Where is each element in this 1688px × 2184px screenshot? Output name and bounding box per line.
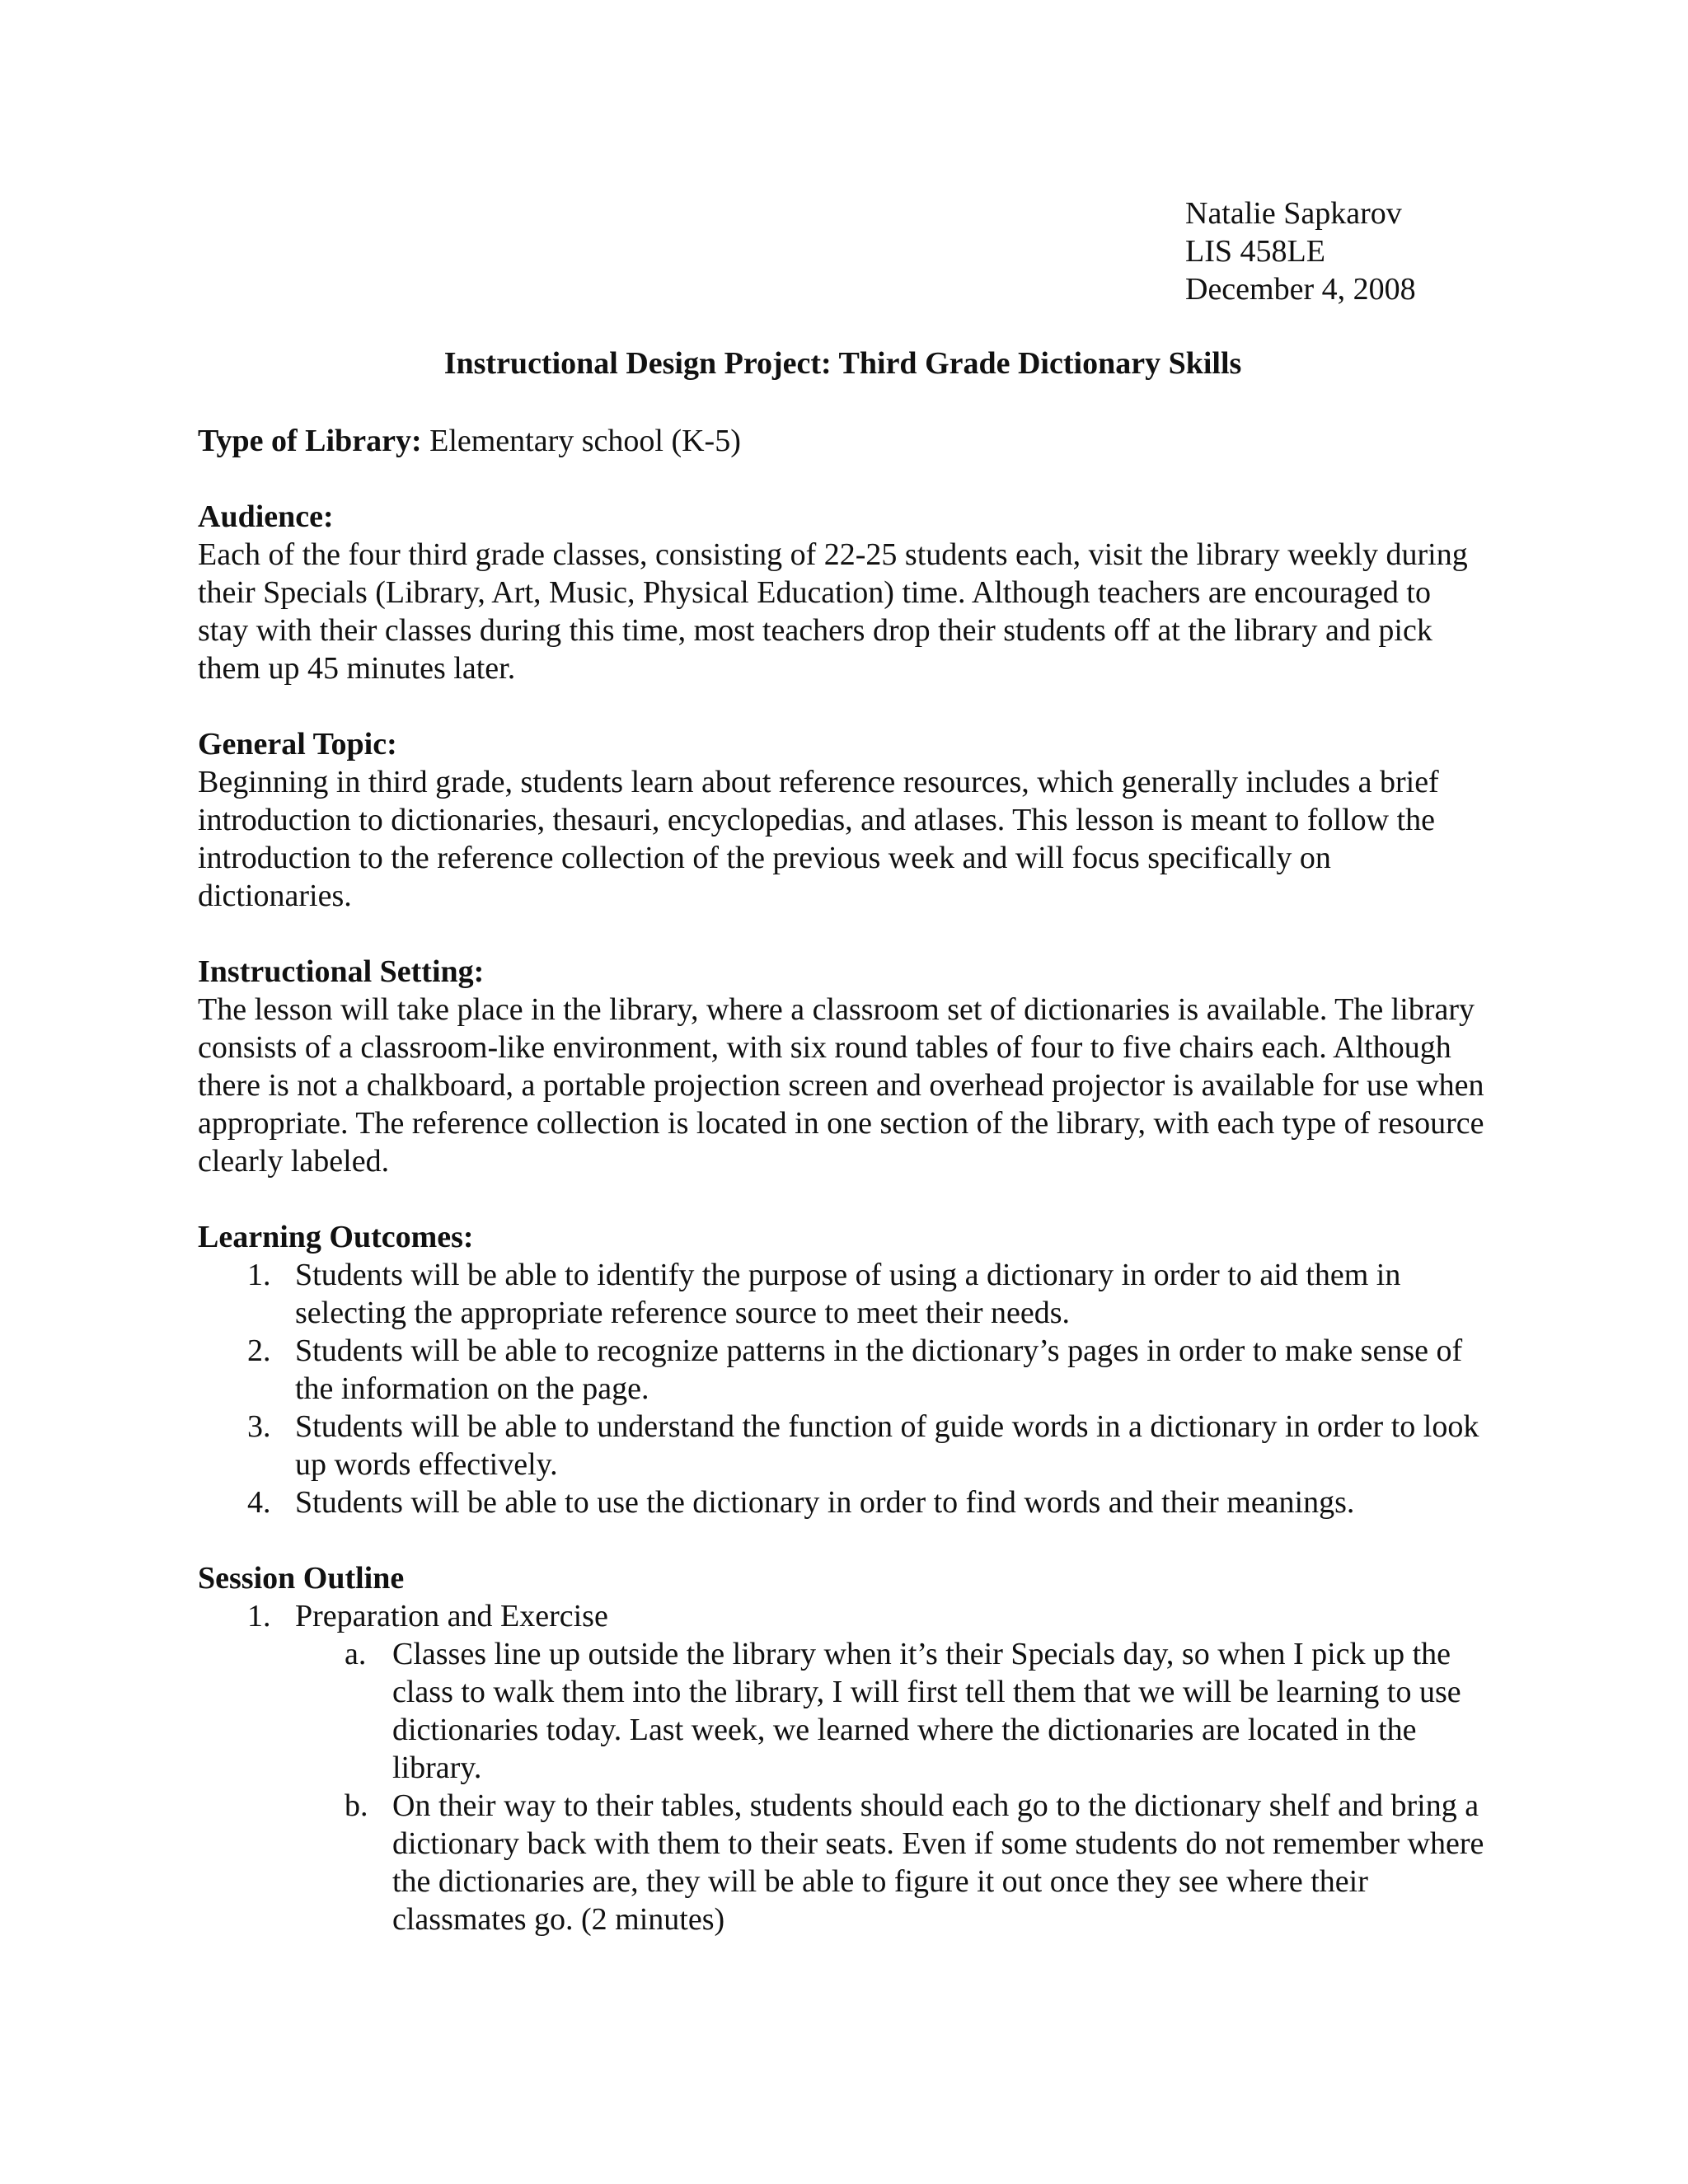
author-block: [1185, 194, 1482, 308]
general-topic-text: Beginning in third grade, students learn about reference resources, which generally includes a brief introduction to dictionaries, thesauri, encyclopedias, and atlases. This lesson is meant to follow the introduction to the reference collection of the previous week and will focus specifically on dictionaries.: [198, 765, 1439, 913]
type-of-library-section: [198, 422, 1488, 460]
document-title: Instructional Design Project: Third Grade Dictionary Skills: [443, 346, 1242, 381]
list-item: [198, 1597, 1488, 1938]
list-item-text: Preparation and Exercise: [295, 1599, 608, 1633]
sub-list-item: [295, 1635, 1488, 1787]
list-item: [198, 1256, 1488, 1332]
learning-outcomes-section: [198, 1218, 1488, 1521]
session-outline-list: [198, 1597, 1488, 1938]
audience-heading: Audience:: [198, 499, 334, 534]
sub-list-item: [295, 1787, 1488, 1938]
list-marker: 4.: [247, 1485, 271, 1520]
session-outline-sublist: [295, 1635, 1488, 1938]
list-item-text: Students will be able to use the dictionary in order to find words and their meanings.: [295, 1485, 1355, 1520]
list-marker: 3.: [247, 1409, 271, 1444]
list-marker: 1.: [247, 1599, 271, 1633]
document-date: December 4, 2008: [1185, 272, 1416, 307]
type-of-library-line: [198, 422, 1488, 460]
list-item-text: Students will be able to recognize patterns in the dictionary’s pages in order to make sense of the information on the page.: [295, 1333, 1463, 1406]
type-of-library-label: Type of Library:: [198, 424, 422, 458]
session-outline-section: [198, 1559, 1488, 1938]
audience-section: [198, 498, 1488, 687]
author-name: Natalie Sapkarov: [1185, 196, 1402, 231]
document-body: [198, 194, 1488, 1976]
list-item: [198, 1483, 1488, 1521]
sub-list-item-text: Classes line up outside the library when it’s their Specials day, so when I pick up the class to walk them into the library, I will first tell them that we will be learning to use dictionaries today. Last week, we learned where the dictionaries are located in the library.: [392, 1637, 1461, 1785]
list-marker: 2.: [247, 1333, 271, 1368]
session-outline-heading: Session Outline: [198, 1561, 405, 1596]
sub-list-marker: b.: [345, 1788, 368, 1823]
sub-list-marker: a.: [345, 1637, 367, 1671]
learning-outcomes-list: [198, 1256, 1488, 1521]
general-topic-section: [198, 725, 1488, 915]
list-item: [198, 1408, 1488, 1483]
type-of-library-value: Elementary school (K-5): [421, 424, 741, 458]
instructional-setting-section: [198, 953, 1488, 1180]
list-item-text: Students will be able to identify the purpose of using a dictionary in order to aid them in selecting the appropriate reference source to meet their needs.: [295, 1258, 1401, 1330]
instructional-setting-heading: Instructional Setting:: [198, 954, 485, 989]
instructional-setting-text: The lesson will take place in the library, where a classroom set of dictionaries is available. The library consists of a classroom-like environment, with six round tables of four to five chairs each. Although there is not a chalkboard, a portable projection screen and overhead projector is available for use when appropriate. The reference collection is located in one section of the library, with each type of resource clearly labeled.: [198, 992, 1484, 1179]
learning-outcomes-heading: Learning Outcomes:: [198, 1220, 474, 1254]
list-marker: 1.: [247, 1258, 271, 1292]
list-item: [198, 1332, 1488, 1408]
audience-text: Each of the four third grade classes, consisting of 22-25 students each, visit the library weekly during their Specials (Library, Art, Music, Physical Education) time. Although teachers are encouraged to stay with their classes during this time, most teachers drop their students off at the library and pick them up 45 minutes later.: [198, 537, 1468, 686]
sub-list-item-text: On their way to their tables, students should each go to the dictionary shelf and bring a dictionary back with them to their seats. Even if some students do not remember where the dictionaries are, they will be able to figure it out once they see where their classmates go. (2 minutes): [392, 1788, 1484, 1937]
general-topic-heading: General Topic:: [198, 727, 397, 762]
course-code: LIS 458LE: [1185, 234, 1325, 269]
list-item-text: Students will be able to understand the function of guide words in a dictionary in order to look up words effectively.: [295, 1409, 1479, 1482]
